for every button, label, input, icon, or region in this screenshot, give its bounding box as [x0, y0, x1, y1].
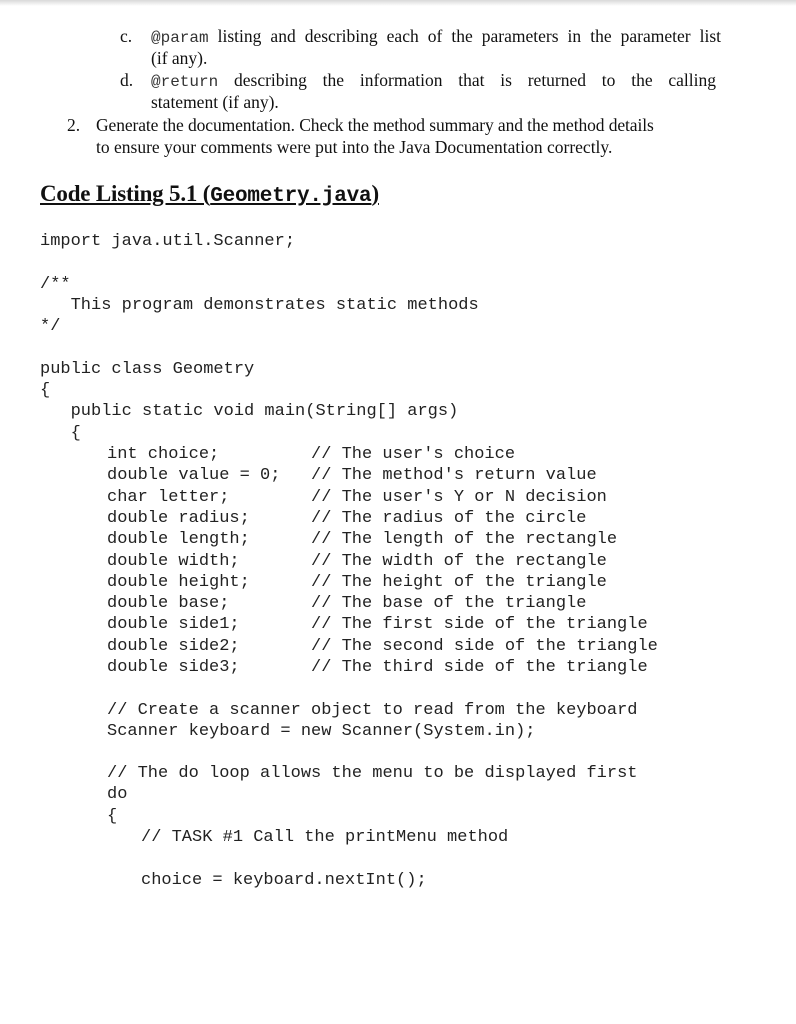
code-line: Scanner keyboard = new Scanner(System.in);: [107, 722, 536, 741]
list-text: Generate the documentation. Check the method summary and the method details: [96, 115, 654, 135]
list-text: describing the information that is returned to the calling: [218, 70, 716, 90]
list-marker: d.: [120, 70, 134, 90]
declaration-code: double length;: [107, 530, 250, 550]
declaration-code: double base;: [107, 594, 230, 614]
declaration-comment: // The user's Y or N decision: [311, 487, 607, 507]
code-line: This program demonstrates static methods: [40, 296, 479, 315]
code-token: @return: [151, 73, 219, 91]
code-line: public class Geometry: [40, 360, 255, 379]
declaration-comment: // The base of the triangle: [311, 594, 587, 614]
code-line: // TASK #1 Call the printMenu method: [141, 828, 509, 847]
code-token: @param: [151, 29, 209, 47]
code-line: {: [107, 807, 118, 826]
declaration-code: double side1;: [107, 615, 240, 635]
declaration-code: double width;: [107, 551, 240, 571]
page-title: Code Listing 5.1 (Geometry.java): [40, 181, 379, 208]
declaration-code: char letter;: [107, 487, 230, 507]
code-line: choice = keyboard.nextInt();: [141, 871, 427, 890]
code-line: // The do loop allows the menu to be displayed first: [107, 764, 638, 783]
list-text: listing and describing each of the parameters in the parameter list: [208, 26, 721, 46]
page-top-shadow: [0, 0, 796, 6]
declaration-comment: // The radius of the circle: [311, 508, 587, 528]
list-marker: c.: [120, 26, 133, 46]
code-line: do: [107, 785, 128, 804]
code-line: {: [40, 424, 81, 443]
code-line: public static void main(String[] args): [40, 402, 459, 421]
declaration-code: double side3;: [107, 658, 240, 677]
code-line: // Create a scanner object to read from the keyboard: [107, 701, 638, 720]
list-text-continued: statement (if any).: [151, 92, 279, 112]
declaration-code: double height;: [107, 572, 250, 592]
list-text-continued: (if any).: [151, 48, 208, 68]
list-text-continued: to ensure your comments were put into the Java Documentation correctly.: [96, 137, 613, 157]
declaration-comment: // The third side of the triangle: [311, 658, 648, 677]
code-line: import java.util.Scanner;: [40, 232, 296, 251]
declaration-code: double radius;: [107, 508, 250, 528]
code-line: /**: [40, 275, 71, 294]
declaration-comment: // The first side of the triangle: [311, 615, 648, 635]
declaration-code: double side2;: [107, 636, 240, 656]
list-marker: 2.: [67, 115, 81, 135]
declaration-comment: // The length of the rectangle: [311, 530, 618, 550]
declaration-comment: // The method's return value: [311, 466, 597, 486]
declaration-comment: // The second side of the triangle: [311, 636, 658, 656]
declaration-comment: // The height of the triangle: [311, 572, 607, 592]
declaration-code: int choice;: [107, 445, 220, 464]
code-line: {: [40, 381, 51, 400]
declaration-code: double value = 0;: [107, 466, 281, 486]
code-line: */: [40, 317, 61, 336]
declaration-comment: // The user's choice: [311, 445, 516, 464]
declaration-comment: // The width of the rectangle: [311, 551, 607, 571]
